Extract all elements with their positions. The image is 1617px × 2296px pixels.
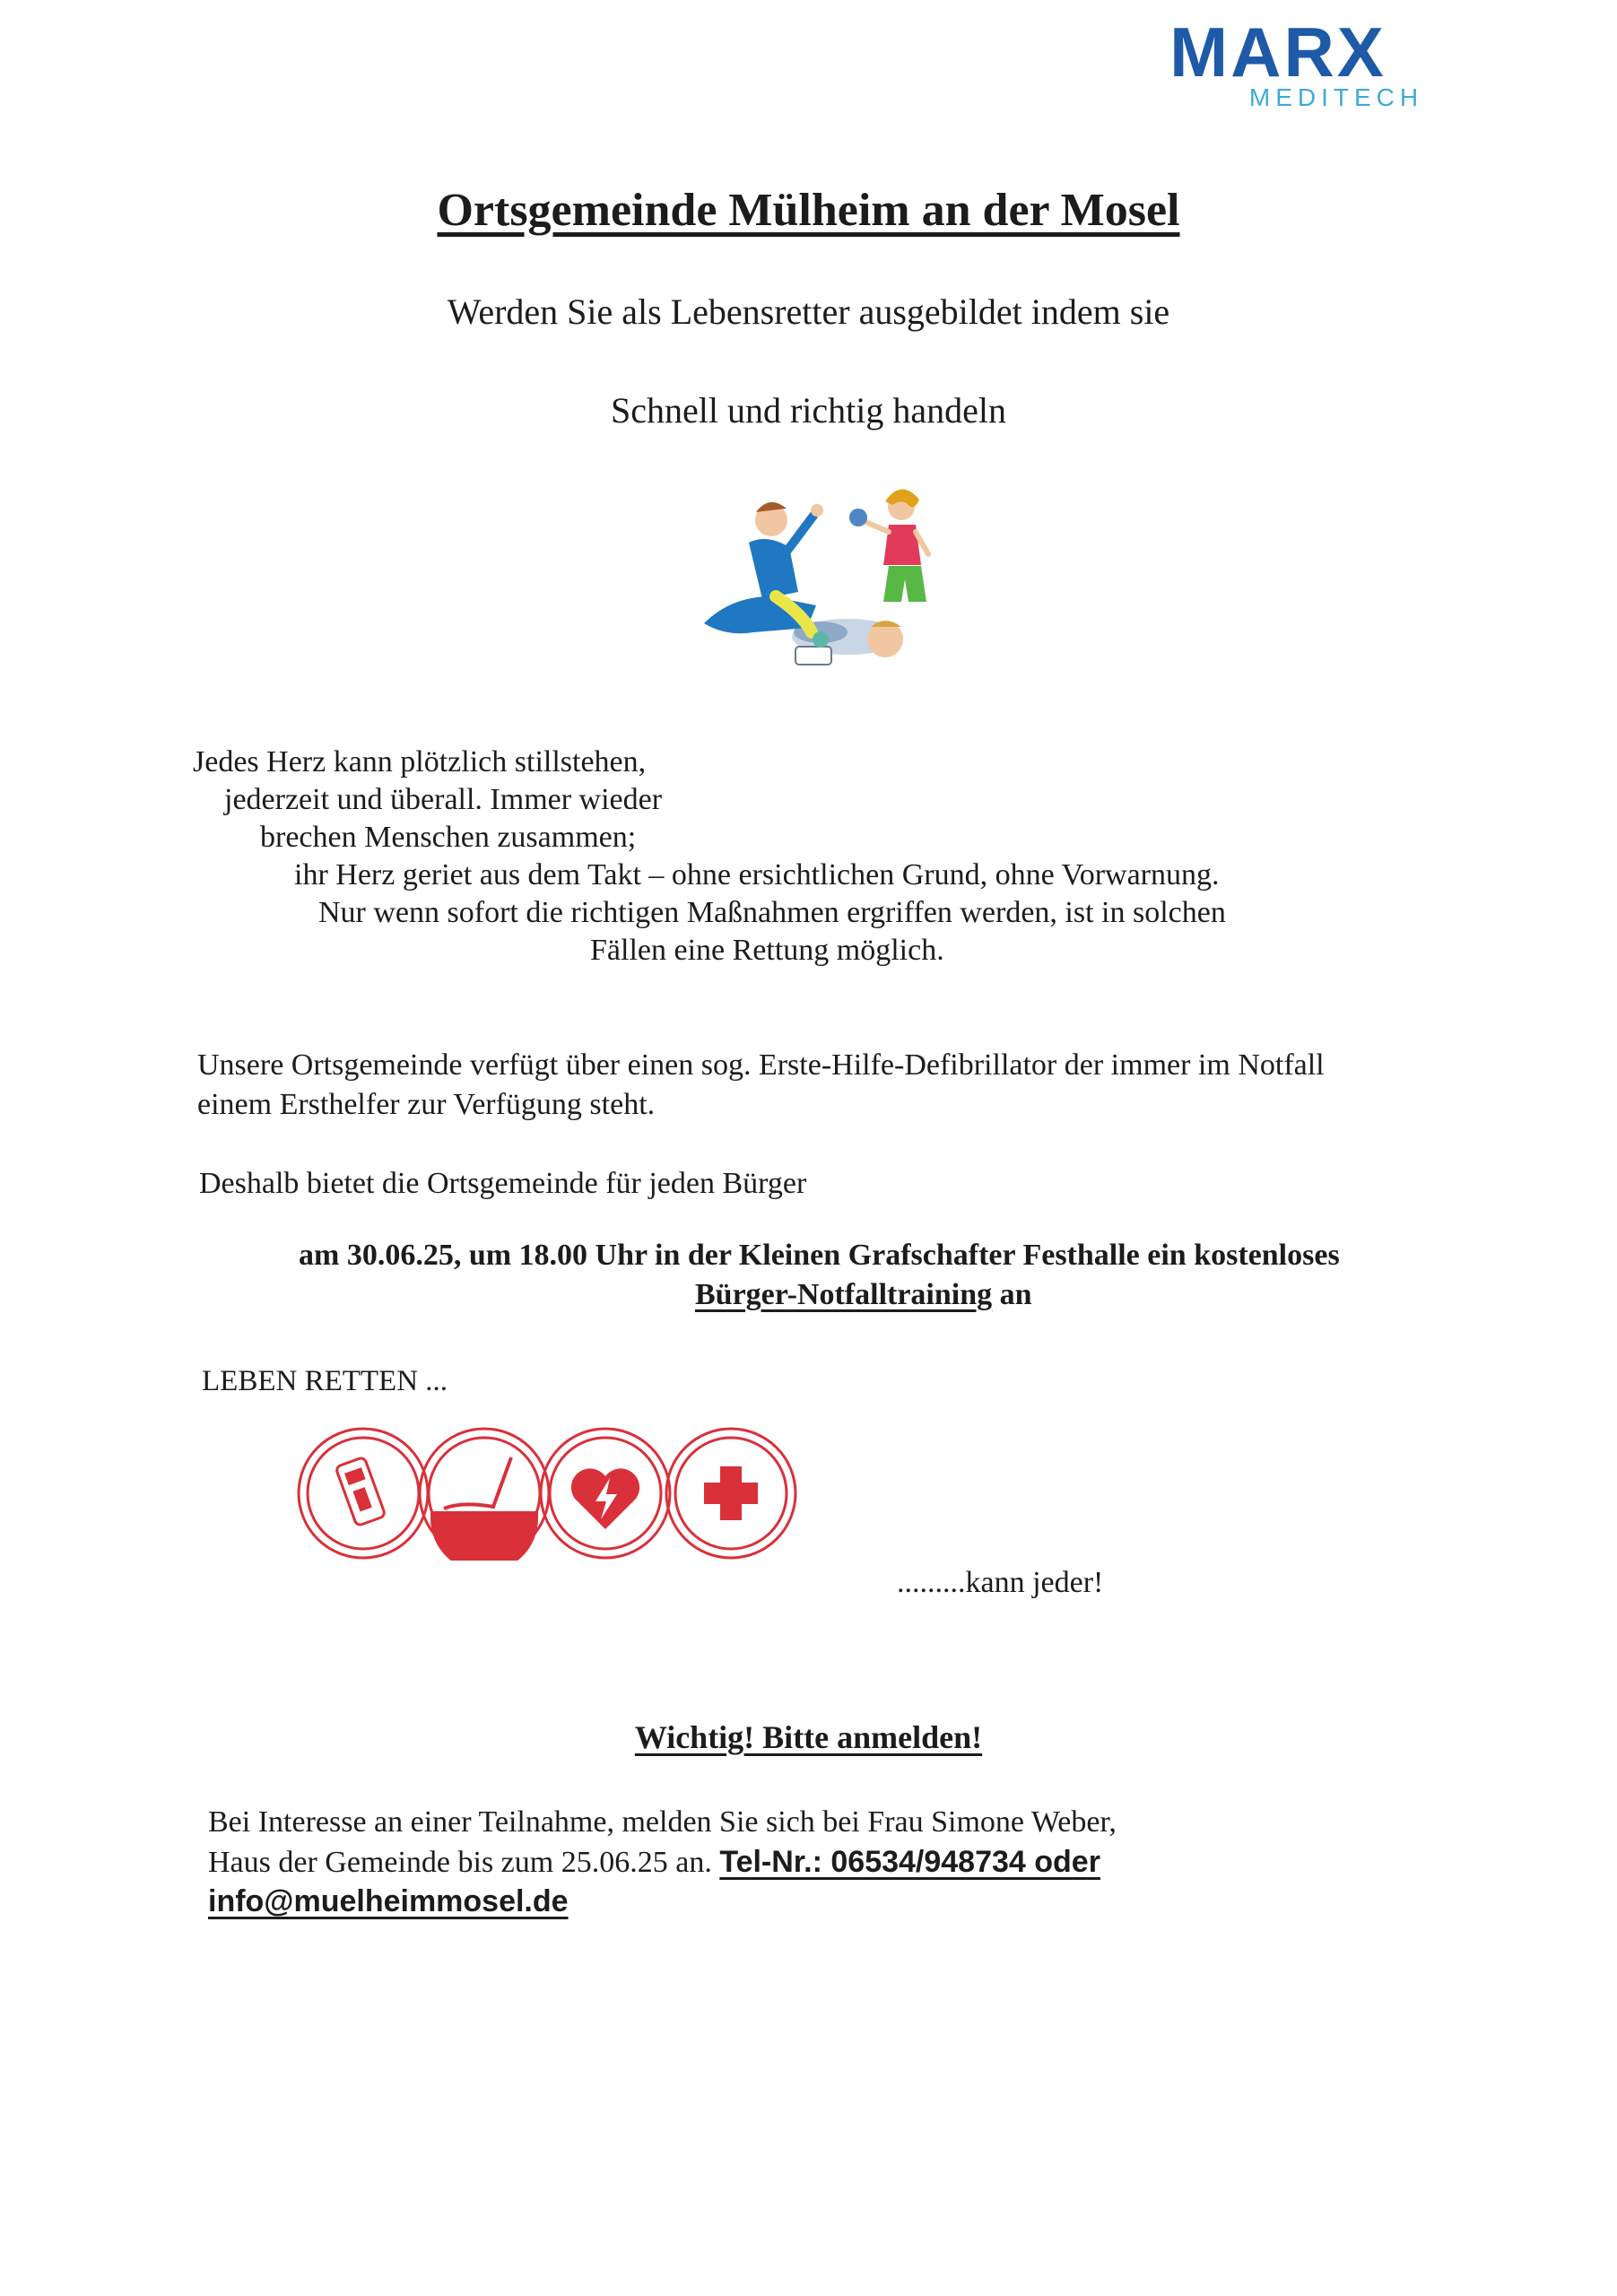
page-title-text: Ortsgemeinde Mülheim an der Mosel bbox=[437, 185, 1180, 236]
event-an: an bbox=[992, 1278, 1032, 1311]
intro-line-1: Jedes Herz kann plötzlich stillstehen, bbox=[193, 745, 647, 778]
event-training: Bürger-Notfalltraining bbox=[695, 1278, 993, 1311]
page-title bbox=[0, 184, 1617, 238]
logo-sub: MEDITECH bbox=[1248, 83, 1424, 111]
leben-retten: LEBEN RETTEN ... bbox=[202, 1365, 448, 1397]
defib-line-1: Unsere Ortsgemeinde verfügt über einen sog. Erste-Hilfe-Defibrillator der immer im Notfall bbox=[197, 1048, 1325, 1082]
rescue-chain-icons bbox=[296, 1426, 807, 1561]
subtitle-line-2: Schnell und richtig handeln bbox=[610, 390, 1006, 430]
contact-line-1: Bei Interesse an einer Teilnahme, melden Sie sich bei Frau Simone Weber, bbox=[208, 1805, 1117, 1839]
marx-meditech-logo bbox=[1103, 13, 1453, 111]
contact-line-3 bbox=[208, 1883, 569, 1920]
intro-line-4: ihr Herz geriet aus dem Takt – ohne ersichtlichen Grund, ohne Vorwarnung. bbox=[294, 858, 1220, 891]
contact-phone[interactable]: Tel-Nr.: 06534/948734 oder bbox=[719, 1845, 1100, 1879]
intro-line-2: jederzeit und überall. Immer wieder bbox=[224, 783, 663, 816]
intro-line-6: Fällen eine Rettung möglich. bbox=[590, 934, 944, 967]
contact-line-2-text: Haus der Gemeinde bis zum 25.06.25 an. bbox=[208, 1846, 720, 1879]
subtitle-line-1: Werden Sie als Lebensretter ausgebildet indem sie bbox=[447, 291, 1170, 332]
contact-line-2 bbox=[208, 1844, 1100, 1881]
event-line-2 bbox=[695, 1277, 1032, 1313]
intro-line-5: Nur wenn sofort die richtigen Maßnahmen ergriffen werden, ist in solchen bbox=[318, 896, 1226, 929]
offer-line: Deshalb bietet die Ortsgemeinde für jeden Bürger bbox=[199, 1167, 807, 1200]
heart-defibrillator-icon bbox=[571, 1468, 639, 1529]
contact-email-link[interactable]: info@muelheimmosel.de bbox=[208, 1884, 569, 1918]
phone-icon bbox=[335, 1457, 386, 1526]
intro-line-3: brechen Menschen zusammen; bbox=[260, 821, 637, 854]
logo-brand: MARX bbox=[1169, 13, 1387, 91]
person-lying-icon bbox=[430, 1457, 538, 1561]
defib-line-2: einem Ersthelfer zur Verfügung steht. bbox=[197, 1088, 656, 1121]
first-aid-illustration bbox=[686, 480, 946, 673]
register-heading-text: Wichtig! Bitte anmelden! bbox=[634, 1719, 983, 1755]
red-cross-icon bbox=[704, 1466, 758, 1520]
kann-jeder: .........kann jeder! bbox=[897, 1566, 1104, 1599]
register-heading bbox=[0, 1718, 1617, 1757]
event-line-1: am 30.06.25, um 18.00 Uhr in der Kleinen Grafschafter Festhalle ein kostenloses bbox=[299, 1239, 1340, 1272]
